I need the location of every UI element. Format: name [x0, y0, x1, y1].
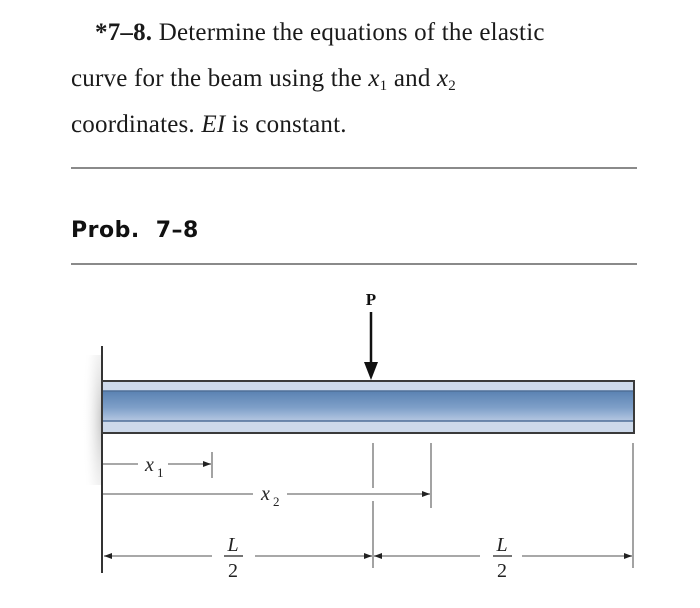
load-label: P — [365, 290, 377, 309]
svg-text:2: 2 — [273, 494, 280, 509]
dim-left-half-span — [104, 534, 372, 582]
problem-line-3: coordinates. EI is constant. — [71, 111, 347, 138]
var-x1: x — [368, 65, 380, 92]
figure-caption: Prob. 7–8 — [71, 218, 199, 243]
dim-x1 — [103, 454, 211, 480]
svg-text:2: 2 — [228, 560, 238, 582]
var-EI: EI — [201, 111, 226, 138]
svg-text:L: L — [496, 534, 508, 556]
svg-text:2: 2 — [497, 560, 507, 582]
problem-line-1: *7–8. Determine the equations of the elastic — [95, 19, 545, 46]
dim-right-half-span — [374, 534, 632, 582]
beam — [102, 381, 634, 433]
svg-text:x: x — [261, 483, 270, 505]
problem-line-2: curve for the beam using the $x_1$ and $x_2$ — [71, 65, 456, 94]
var-x2: x — [436, 65, 449, 92]
svg-text:L: L — [227, 534, 239, 556]
dim-x2 — [103, 483, 430, 509]
wall-shadow — [82, 355, 102, 485]
problem-number: *7–8. — [95, 19, 153, 46]
point-load-P — [364, 290, 378, 380]
svg-text:1: 1 — [157, 465, 164, 480]
svg-text:x: x — [145, 454, 154, 476]
